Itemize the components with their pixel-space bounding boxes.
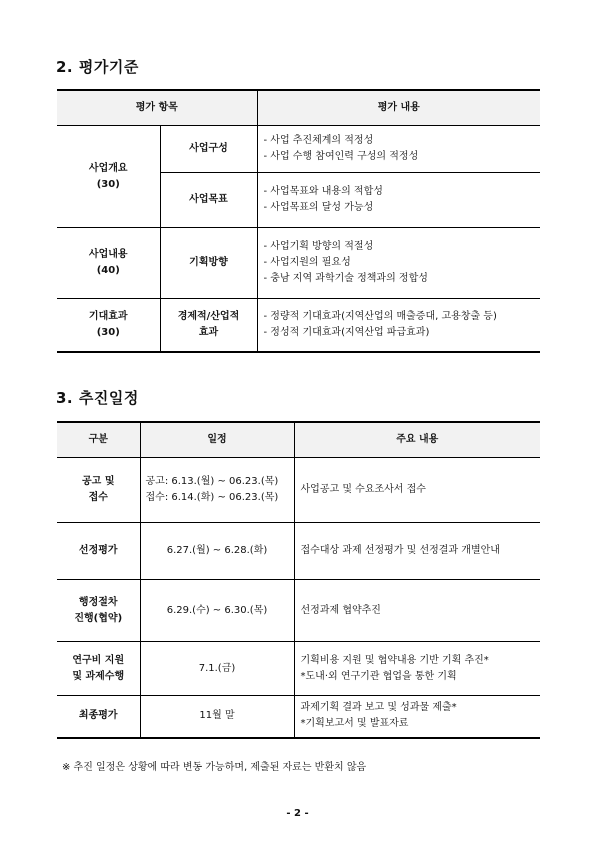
content-cell: - 정량적 기대효과(지역산업의 매출증대, 고용창출 등) - 정성적 기대효과(지역산업 파급효과) (257, 299, 540, 352)
division-cell: 행정절차 진행(협약) (57, 580, 140, 642)
table-row (57, 642, 540, 696)
table-header-row (57, 422, 540, 458)
schedule-cell: 11월 말 (140, 696, 294, 738)
table-row (57, 126, 540, 173)
sub-item-cell: 기획방향 (160, 228, 257, 299)
header-eval-item: 평가 항목 (57, 90, 257, 126)
table-row (57, 458, 540, 523)
evaluation-criteria-table (57, 89, 540, 353)
header-eval-content: 평가 내용 (257, 90, 540, 126)
section-3-title: 3. 추진일정 (56, 389, 139, 407)
table-row (57, 299, 540, 352)
division-cell: 선정평가 (57, 523, 140, 580)
content-cell: 사업공고 및 수요조사서 접수 (294, 458, 540, 523)
content-cell: - 사업목표와 내용의 적합성 - 사업목표의 달성 가능성 (257, 173, 540, 228)
table-row (57, 228, 540, 299)
content-cell: 선정과제 협약추진 (294, 580, 540, 642)
content-cell: 기획비용 지원 및 협약내용 기반 기획 추진* *도내·외 연구기관 협업을 통한 기획 (294, 642, 540, 696)
division-cell: 연구비 지원 및 과제수행 (57, 642, 140, 696)
table-row (57, 580, 540, 642)
sub-item-cell: 사업목표 (160, 173, 257, 228)
content-cell: - 사업기획 방향의 적절성 - 사업지원의 필요성 - 충남 지역 과학기술 정책과의 정합성 (257, 228, 540, 299)
table-header-row (57, 90, 540, 126)
section-2-title: 2. 평가기준 (56, 58, 139, 76)
schedule-table (57, 421, 540, 739)
header-main-content: 주요 내용 (294, 422, 540, 458)
schedule-cell: 6.29.(수) ~ 6.30.(목) (140, 580, 294, 642)
schedule-cell: 6.27.(월) ~ 6.28.(화) (140, 523, 294, 580)
header-schedule: 일정 (140, 422, 294, 458)
division-cell: 공고 및 접수 (57, 458, 140, 523)
division-cell: 최종평가 (57, 696, 140, 738)
content-cell: - 사업 추진체계의 적정성 - 사업 수행 참여인력 구성의 적정성 (257, 126, 540, 173)
table-row (57, 523, 540, 580)
content-cell: 과제기획 결과 보고 및 성과물 제출* *기획보고서 및 발표자료 (294, 696, 540, 738)
page-number: - 2 - (286, 808, 309, 819)
sub-item-cell: 사업구성 (160, 126, 257, 173)
category-cell: 기대효과 (30) (57, 299, 160, 352)
schedule-cell: 공고: 6.13.(월) ~ 06.23.(목) 접수: 6.14.(화) ~ 06.23.(목) (140, 458, 294, 523)
header-division: 구분 (57, 422, 140, 458)
content-cell: 접수대상 과제 선정평가 및 선정결과 개별안내 (294, 523, 540, 580)
category-cell: 사업내용 (40) (57, 228, 160, 299)
schedule-cell: 7.1.(금) (140, 642, 294, 696)
category-cell: 사업개요 (30) (57, 126, 160, 228)
schedule-note: ※ 추진 일정은 상황에 따라 변동 가능하며, 제출된 자료는 반환치 않음 (62, 762, 367, 773)
table-row (57, 696, 540, 738)
sub-item-cell: 경제적/산업적 효과 (160, 299, 257, 352)
